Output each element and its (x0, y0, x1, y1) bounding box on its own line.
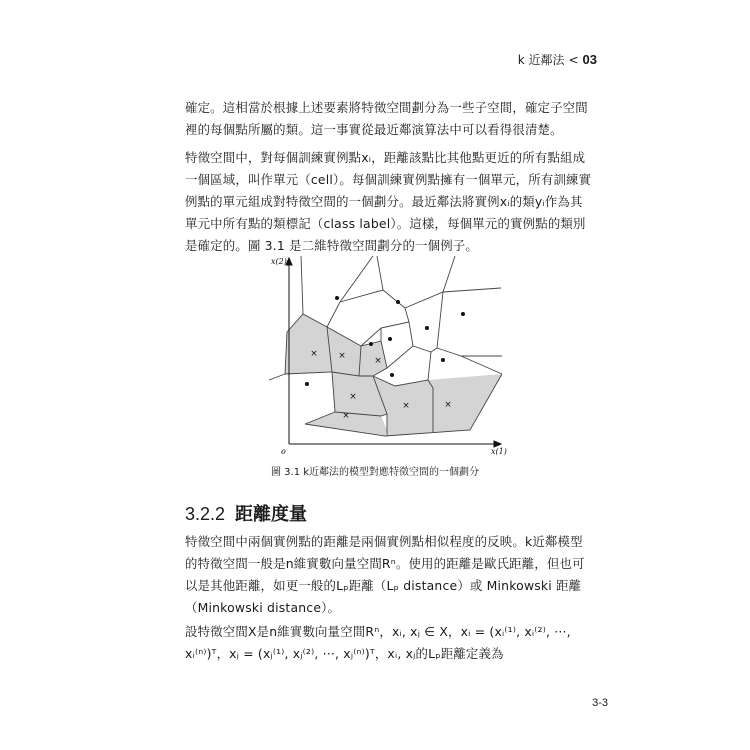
voronoi-diagram (265, 252, 515, 464)
shaded-cell (428, 374, 502, 432)
instance-cross: × (310, 349, 318, 359)
header-separator: < (568, 52, 579, 67)
paragraph-4 (185, 621, 595, 665)
instance-cross: × (402, 401, 410, 411)
running-header (518, 51, 597, 68)
shaded-cell (285, 314, 332, 374)
section-title: 距離度量 (235, 504, 308, 525)
instance-cross: × (338, 351, 346, 361)
instance-cross: × (349, 392, 357, 402)
instance-cross: × (374, 356, 382, 366)
instance-dot (396, 300, 400, 304)
paragraph-3-text: 特徵空間中兩個實例點的距離是兩個實例點相似程度的反映。k近鄰模型的特徵空間一般是n維實數向量空間Rⁿ。使用的距離是歐氏距離，但也可以是其他距離，如更一般的Lₚ距離（Lₚ distance）或 Minkowski 距離（Minkowski distance）。 (185, 534, 585, 615)
instance-dot (388, 337, 392, 341)
y-axis-arrow (286, 258, 292, 265)
origin-label: o (281, 447, 286, 456)
paragraph-1 (185, 97, 595, 141)
instance-dot (425, 326, 429, 330)
y-axis-label: x(2) (271, 257, 287, 266)
paragraph-1-text: 確定。這相當於根據上述要素將特徵空間劃分為一些子空間，確定子空間裡的每個點所屬的類。這一事實從最近鄰演算法中可以看得很清楚。 (185, 100, 588, 137)
section-heading (185, 500, 307, 526)
paragraph-2-text: 特徵空間中，對每個訓練實例點xᵢ，距離該點比其他點更近的所有點組成一個區域，叫作單元（cell）。每個訓練實例點擁有一個單元，所有訓練實例點的單元組成對特徵空間的一個劃分。最近鄰法將實例xᵢ的類yᵢ作為其單元中所有點的類標記（class label）。這樣，每個單元的實例點的類別是確定的。圖 3.1 是二維特徵空間劃分的一個例子。 (185, 150, 592, 253)
chapter-number: 03 (582, 52, 597, 67)
paragraph-2 (185, 147, 595, 257)
instance-dot (461, 312, 465, 316)
figure-caption: 圖 3.1 k近鄰法的模型對應特徵空間的一個劃分 (270, 467, 480, 478)
instance-dot (369, 342, 373, 346)
instance-dot (305, 382, 309, 386)
instance-dot (390, 373, 394, 377)
instance-dot (441, 358, 445, 362)
chapter-title: k 近鄰法 (517, 53, 565, 67)
instance-cross: × (444, 400, 452, 410)
page-number: 3-3 (592, 697, 608, 709)
paragraph-3 (185, 531, 595, 619)
x-axis-label: x(1) (491, 447, 507, 456)
instance-cross: × (342, 411, 350, 421)
voronoi-figure (265, 252, 515, 464)
paragraph-4-text: 設特徵空間X是n維實數向量空間Rⁿ，xᵢ, xⱼ ∈ X，xᵢ = (xᵢ⁽¹⁾, xᵢ⁽²⁾, ···, xᵢ⁽ⁿ⁾)ᵀ，xⱼ = (xⱼ⁽¹⁾, xⱼ⁽²⁾, ···, xⱼ⁽ⁿ⁾)ᵀ，xᵢ, xⱼ的Lₚ距離定義為 (185, 624, 571, 661)
instance-dot (335, 296, 339, 300)
section-number: 3.2.2 (185, 504, 226, 524)
